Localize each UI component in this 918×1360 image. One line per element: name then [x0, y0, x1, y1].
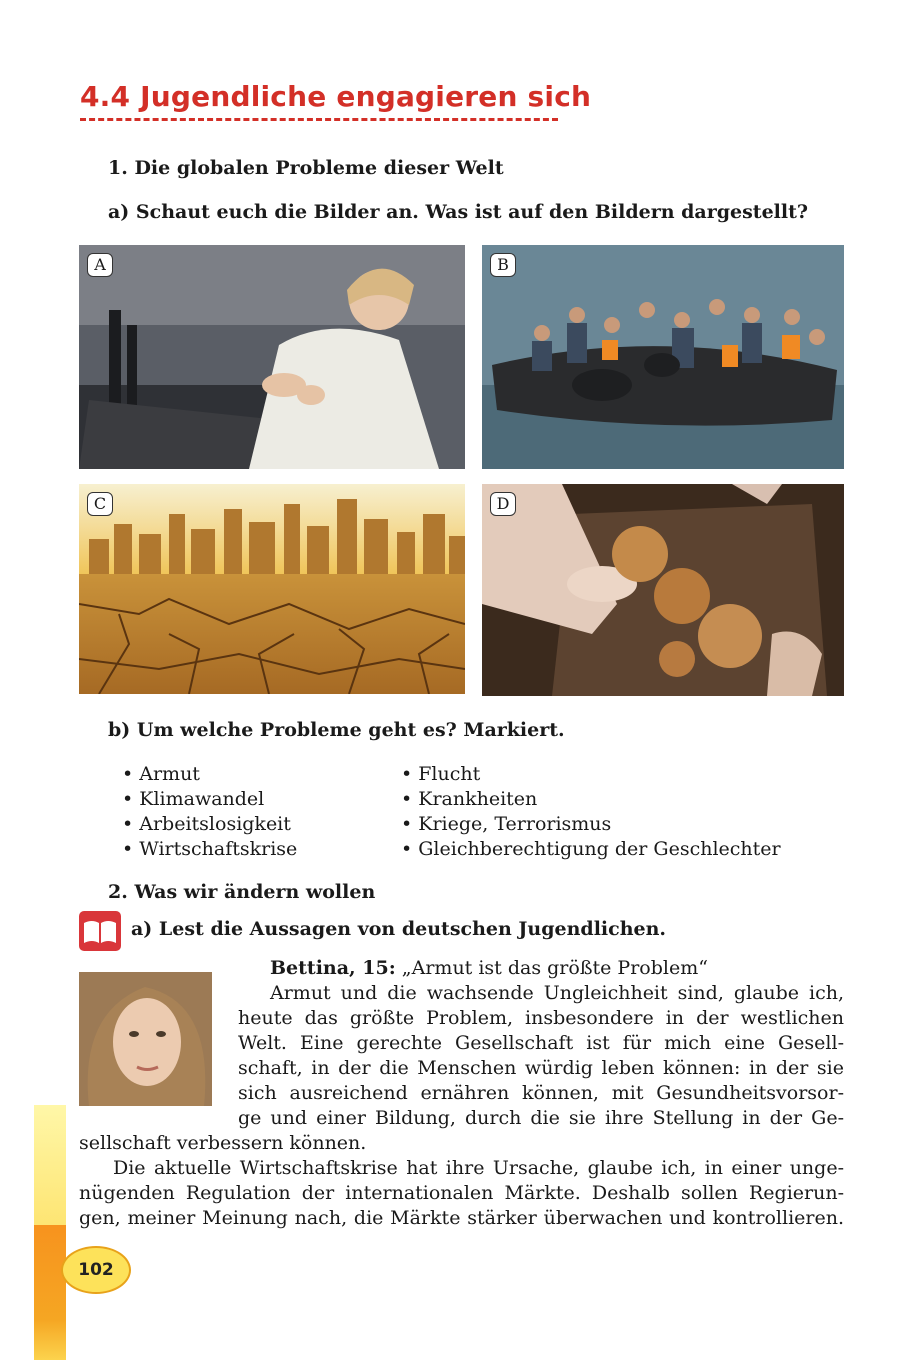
task-1b-instruction: b) Um welche Probleme geht es? Markiert.: [108, 719, 565, 741]
photo-a: [79, 245, 465, 469]
problem-list-right: [401, 762, 781, 862]
photo-d-label: D: [490, 492, 516, 516]
task-2-heading: 2. Was wir ändern wollen: [108, 881, 376, 903]
problem-list-left: [122, 762, 297, 862]
list-item: • Wirtschaftskrise: [122, 837, 297, 862]
task-2a-instruction: a) Lest die Aussagen von deutschen Jugendlichen.: [131, 918, 667, 940]
list-item: • Arbeitslosigkeit: [122, 812, 297, 837]
photo-a-label: A: [87, 253, 113, 277]
list-item: • Gleichberechtigung der Geschlechter: [401, 837, 781, 862]
photo-d: [482, 484, 844, 696]
list-item: • Armut: [122, 762, 297, 787]
list-item: • Kriege, Terrorismus: [401, 812, 781, 837]
text-line: Welt. Eine gerechte Gesellschaft ist für mich eine Gesell-: [238, 1032, 844, 1054]
text-line: nügenden Regulation der internationalen Märkte. Deshalb sollen Regierun-: [79, 1182, 844, 1204]
portrait-photo: [79, 972, 212, 1106]
book-icon: [79, 911, 121, 951]
text-line: ge und einer Bildung, durch die sie ihre Stellung in der Ge-: [238, 1107, 844, 1129]
list-item: • Klimawandel: [122, 787, 297, 812]
text-line: heute das größte Problem, insbesondere in der westlichen: [238, 1007, 844, 1029]
text-line: Armut und die wachsende Ungleichheit sind, glaube ich,: [270, 982, 844, 1004]
photo-b: [482, 245, 844, 469]
photo-c-label: C: [87, 492, 113, 516]
text-line: Die aktuelle Wirtschaftskrise hat ihre Ursache, glaube ich, in einer unge-: [113, 1157, 844, 1179]
photo-c: [79, 484, 465, 694]
quote-heading: [270, 956, 844, 981]
quote-body-continued: [79, 1131, 844, 1231]
page-title: 4.4 Jugendliche engagieren sich: [80, 80, 592, 113]
text-line: sich ausreichend ernähren können, mit Gesundheitsvorsor-: [238, 1082, 844, 1104]
quote-body: [238, 981, 844, 1131]
text-line: gen, meiner Meinung nach, die Märkte stärker überwachen und kontrollieren.: [79, 1207, 844, 1229]
text-line: schaft, in der die Menschen würdig leben können: in der sie: [238, 1057, 844, 1079]
list-item: • Flucht: [401, 762, 781, 787]
task-1a-instruction: a) Schaut euch die Bilder an. Was ist auf den Bildern dargestellt?: [108, 201, 809, 223]
speaker-name: Bettina, 15:: [270, 957, 396, 979]
page-number: 102: [61, 1246, 131, 1294]
task-1-heading: 1. Die globalen Probleme dieser Welt: [108, 157, 504, 179]
page-edge-band-lower: [34, 1225, 66, 1360]
quote-title: „Armut ist das größte Problem“: [395, 957, 708, 979]
title-underline: [80, 118, 558, 121]
list-item: • Krankheiten: [401, 787, 781, 812]
photo-b-label: B: [490, 253, 516, 277]
text-line: sellschaft verbessern können.: [79, 1132, 367, 1154]
